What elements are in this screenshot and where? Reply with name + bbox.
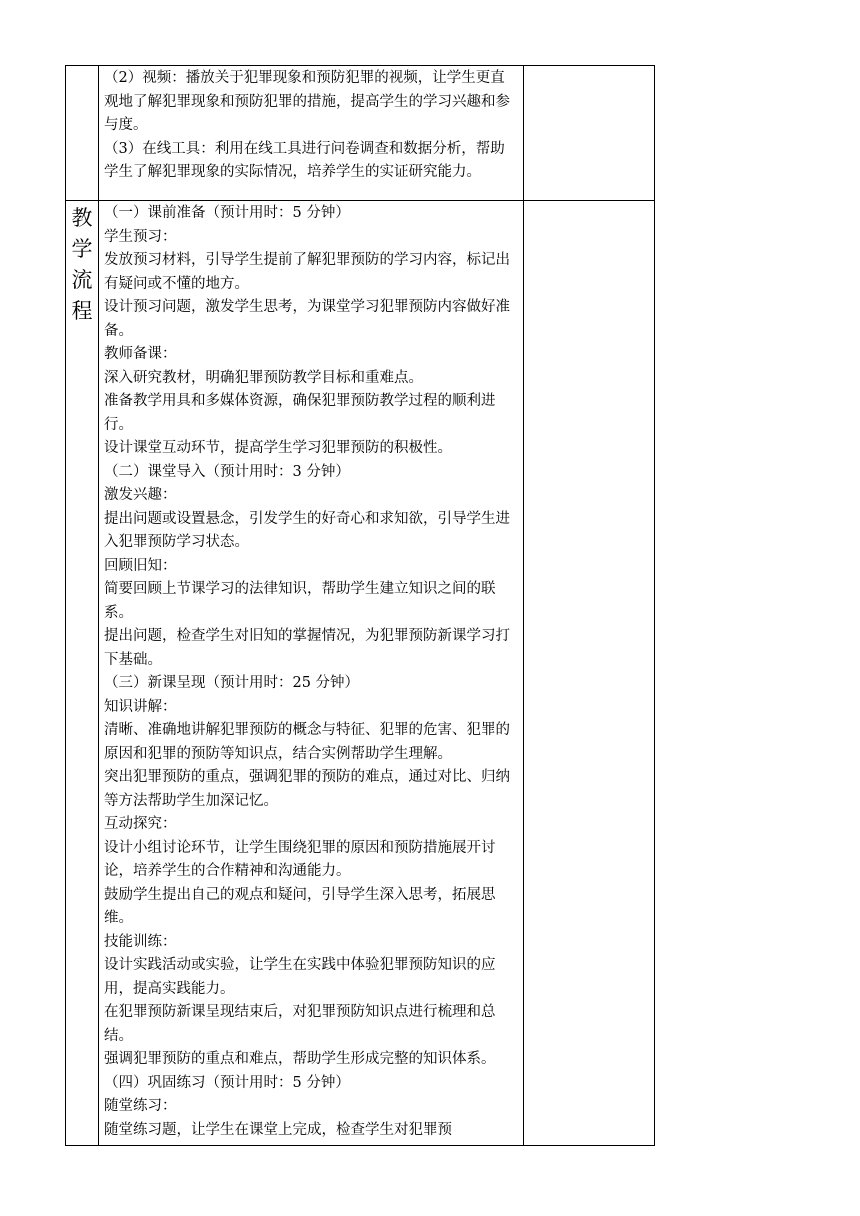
subheading: 学生预习： [104, 228, 177, 245]
subheading: 知识讲解： [104, 698, 177, 715]
paragraph: 鼓励学生提出自己的观点和疑问，引导学生深入思考，拓展思维。 [104, 886, 496, 926]
lesson-plan-table [65, 65, 655, 1146]
paragraph: 提出问题或设置悬念，引发学生的好奇心和求知欲，引导学生进入犯罪预防学习状态。 [104, 510, 510, 550]
notes-cell [524, 66, 655, 201]
subheading: 随堂练习： [104, 1098, 177, 1114]
paragraph: 强调犯罪预防的重点和难点，帮助学生形成完整的知识体系。 [104, 1051, 496, 1067]
paragraph: 设计预习问题，激发学生思考，为课堂学习犯罪预防内容做好准备。 [104, 299, 510, 339]
paragraph: 提出问题，检查学生对旧知的掌握情况，为犯罪预防新课学习打下基础。 [104, 628, 510, 668]
paragraph: （3）在线工具：利用在线工具进行问卷调查和数据分析，帮助学生了解犯罪现象的实际情况，培养学生的实证研究能力。 [104, 140, 505, 180]
label-cell [66, 201, 99, 1146]
subheading: 教师备课： [104, 346, 177, 362]
paragraph: 清晰、准确地讲解犯罪预防的概念与特征、犯罪的危害、犯罪的原因和犯罪的预防等知识点，结合实例帮助学生理解。 [104, 722, 510, 762]
label-cell [66, 66, 99, 201]
paragraph: 在犯罪预防新课呈现结束后，对犯罪预防知识点进行梳理和总结。 [104, 1004, 496, 1044]
table-row [66, 66, 655, 201]
section-heading: （三）新课呈现（预计用时：25 分钟） [104, 675, 360, 691]
paragraph: 突出犯罪预防的重点，强调犯罪的预防的难点，通过对比、归纳等方法帮助学生加深记忆。 [104, 769, 510, 809]
label-char: 程 [71, 299, 93, 323]
notes-cell [524, 201, 655, 1146]
subheading: 激发兴趣： [104, 487, 177, 503]
paragraph: 随堂练习题，让学生在课堂上完成，检查学生对犯罪预 [104, 1121, 452, 1138]
subheading: 回顾旧知： [104, 557, 177, 574]
content-cell [99, 201, 524, 1146]
paragraph: 简要回顾上节课学习的法律知识，帮助学生建立知识之间的联系。 [104, 581, 496, 621]
paragraph: 设计课堂互动环节，提高学生学习犯罪预防的积极性。 [104, 440, 452, 456]
subheading: 技能训练： [104, 933, 177, 950]
paragraph: 准备教学用具和多媒体资源，确保犯罪预防教学过程的顺利进行。 [104, 393, 496, 433]
label-char: 学 [71, 237, 93, 261]
label-char: 流 [71, 268, 93, 292]
paragraph: （2）视频：播放关于犯罪现象和预防犯罪的视频，让学生更直观地了解犯罪现象和预防犯罪的措施，提高学生的学习兴趣和参与度。 [104, 70, 510, 133]
paragraph: 发放预习材料，引导学生提前了解犯罪预防的学习内容，标记出有疑问或不懂的地方。 [104, 252, 510, 292]
subheading: 互动探究： [104, 816, 177, 832]
paragraph: 设计小组讨论环节，让学生围绕犯罪的原因和预防措施展开讨论，培养学生的合作精神和沟通能力。 [104, 839, 496, 879]
paragraph: 深入研究教材，明确犯罪预防教学目标和重难点。 [104, 369, 423, 386]
content-cell [99, 66, 524, 201]
label-char: 教 [71, 206, 93, 230]
paragraph: 设计实践活动或实验，让学生在实践中体验犯罪预防知识的应用，提高实践能力。 [104, 957, 496, 997]
section-heading: （一）课前准备（预计用时：5 分钟） [104, 205, 350, 221]
section-label [66, 201, 98, 327]
section-heading: （二）课堂导入（预计用时：3 分钟） [104, 463, 350, 480]
table-row [66, 201, 655, 1146]
section-heading: （四）巩固练习（预计用时：5 分钟） [104, 1074, 350, 1091]
